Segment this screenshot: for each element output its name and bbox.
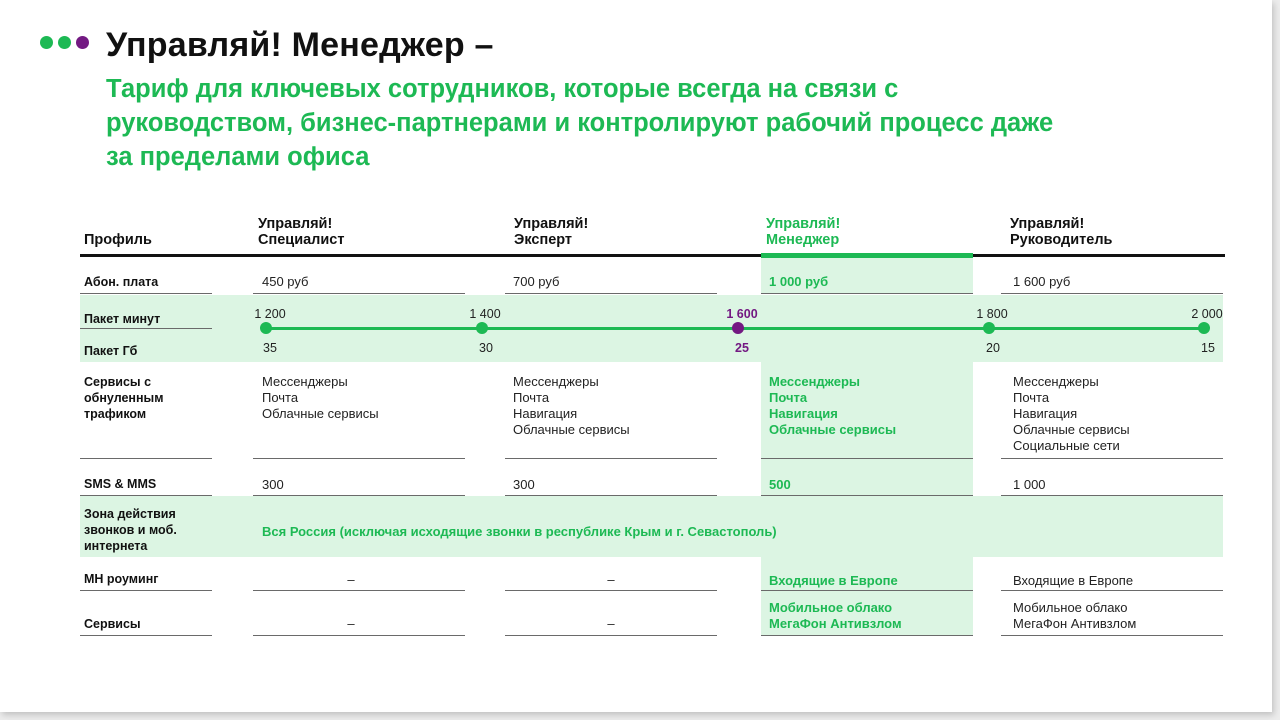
services-director: Мобильное облако МегаФон Антивзлом	[1013, 600, 1137, 631]
row-rule	[1001, 495, 1223, 496]
services-manager: Мобильное облако МегаФон Антивзлом	[769, 600, 902, 631]
row-rule	[80, 458, 212, 459]
roaming-specialist: –	[347, 572, 355, 587]
fee-manager: 1 000 руб	[769, 274, 829, 289]
row-rule	[1001, 458, 1223, 459]
gb-value: 15	[1201, 341, 1215, 355]
row-rule	[80, 495, 212, 496]
roaming-expert: –	[607, 572, 615, 587]
roaming-label: МН роуминг	[84, 572, 159, 586]
minutes-label: Пакет минут	[84, 312, 161, 326]
services-specialist: –	[347, 616, 355, 631]
minutes-tick: 1 400	[469, 307, 501, 321]
sms-expert: 300	[513, 477, 535, 492]
scale-node	[983, 322, 995, 334]
zone-label: Зона действия звонков и моб. интернета	[84, 507, 177, 553]
row-rule	[80, 328, 212, 329]
tariff-header-manager: Управляй! Менеджер	[766, 216, 841, 248]
row-rule	[253, 458, 465, 459]
gb-value: 30	[479, 341, 493, 355]
fee-label: Абон. плата	[84, 275, 159, 289]
header-rule	[80, 254, 1225, 257]
sms-label: SMS & MMS	[84, 477, 157, 491]
fee-expert: 700 руб	[513, 274, 560, 289]
row-rule	[1001, 293, 1223, 294]
minutes-tick: 2 000	[1191, 307, 1223, 321]
row-rule	[253, 590, 465, 591]
sms-director: 1 000	[1013, 477, 1046, 492]
sms-specialist: 300	[262, 477, 284, 492]
fee-specialist: 450 руб	[262, 274, 309, 289]
zero-services-specialist: Мессенджеры Почта Облачные сервисы	[262, 374, 379, 421]
zero-services-label: Сервисы с обнуленным трафиком	[84, 375, 164, 421]
row-rule	[505, 590, 717, 591]
row-rule	[80, 590, 212, 591]
minutes-tick-selected: 1 600	[726, 307, 758, 321]
services-expert: –	[607, 616, 615, 631]
scale-node	[1198, 322, 1210, 334]
row-rule	[253, 293, 465, 294]
roaming-manager: Входящие в Европе	[769, 573, 898, 588]
scale-node	[260, 322, 272, 334]
scale-node-selected	[732, 322, 744, 334]
row-rule	[761, 293, 973, 294]
row-rule	[253, 495, 465, 496]
row-rule	[761, 590, 973, 591]
slide-title: Управляй! Менеджер –	[106, 26, 494, 64]
green-dot	[58, 36, 71, 49]
row-rule	[505, 293, 717, 294]
tariff-header-director: Управляй! Руководитель	[1010, 216, 1113, 248]
gb-value: 20	[986, 341, 1000, 355]
fee-director: 1 600 руб	[1013, 274, 1071, 289]
minutes-tick: 1 800	[976, 307, 1008, 321]
row-rule	[80, 635, 212, 636]
row-rule	[505, 458, 717, 459]
row-rule	[1001, 635, 1223, 636]
row-rule	[761, 635, 973, 636]
slide-subtitle: Тариф для ключевых сотрудников, которые всегда на связи с руководством, бизнес-партнерами и контролируют рабочий процесс даже за пределами офиса	[106, 75, 1054, 171]
green-dot	[40, 36, 53, 49]
manager-header-accent	[761, 253, 973, 258]
zero-services-director: Мессенджеры Почта Навигация Облачные сервисы Социальные сети	[1013, 374, 1130, 453]
sms-manager: 500	[769, 477, 791, 492]
row-rule	[761, 495, 973, 496]
row-rule	[253, 635, 465, 636]
scale-node	[476, 322, 488, 334]
tariff-header-expert: Управляй! Эксперт	[514, 216, 589, 248]
tariff-header-specialist: Управляй! Специалист	[258, 216, 345, 248]
row-rule	[80, 293, 212, 294]
row-rule	[505, 495, 717, 496]
zero-services-expert: Мессенджеры Почта Навигация Облачные сервисы	[513, 374, 630, 437]
gb-label: Пакет Гб	[84, 344, 138, 358]
zero-services-manager: Мессенджеры Почта Навигация Облачные сервисы	[769, 374, 897, 437]
purple-dot	[76, 36, 89, 49]
profile-label: Профиль	[84, 232, 152, 248]
gb-value: 35	[263, 341, 277, 355]
zone-value: Вся Россия (исключая исходящие звонки в республике Крым и г. Севастополь)	[262, 524, 777, 539]
minutes-tick: 1 200	[254, 307, 286, 321]
gb-value-selected: 25	[735, 341, 749, 355]
row-rule	[761, 458, 973, 459]
row-rule	[505, 635, 717, 636]
roaming-director: Входящие в Европе	[1013, 573, 1134, 588]
row-rule	[1001, 590, 1223, 591]
services-label: Сервисы	[84, 617, 141, 631]
